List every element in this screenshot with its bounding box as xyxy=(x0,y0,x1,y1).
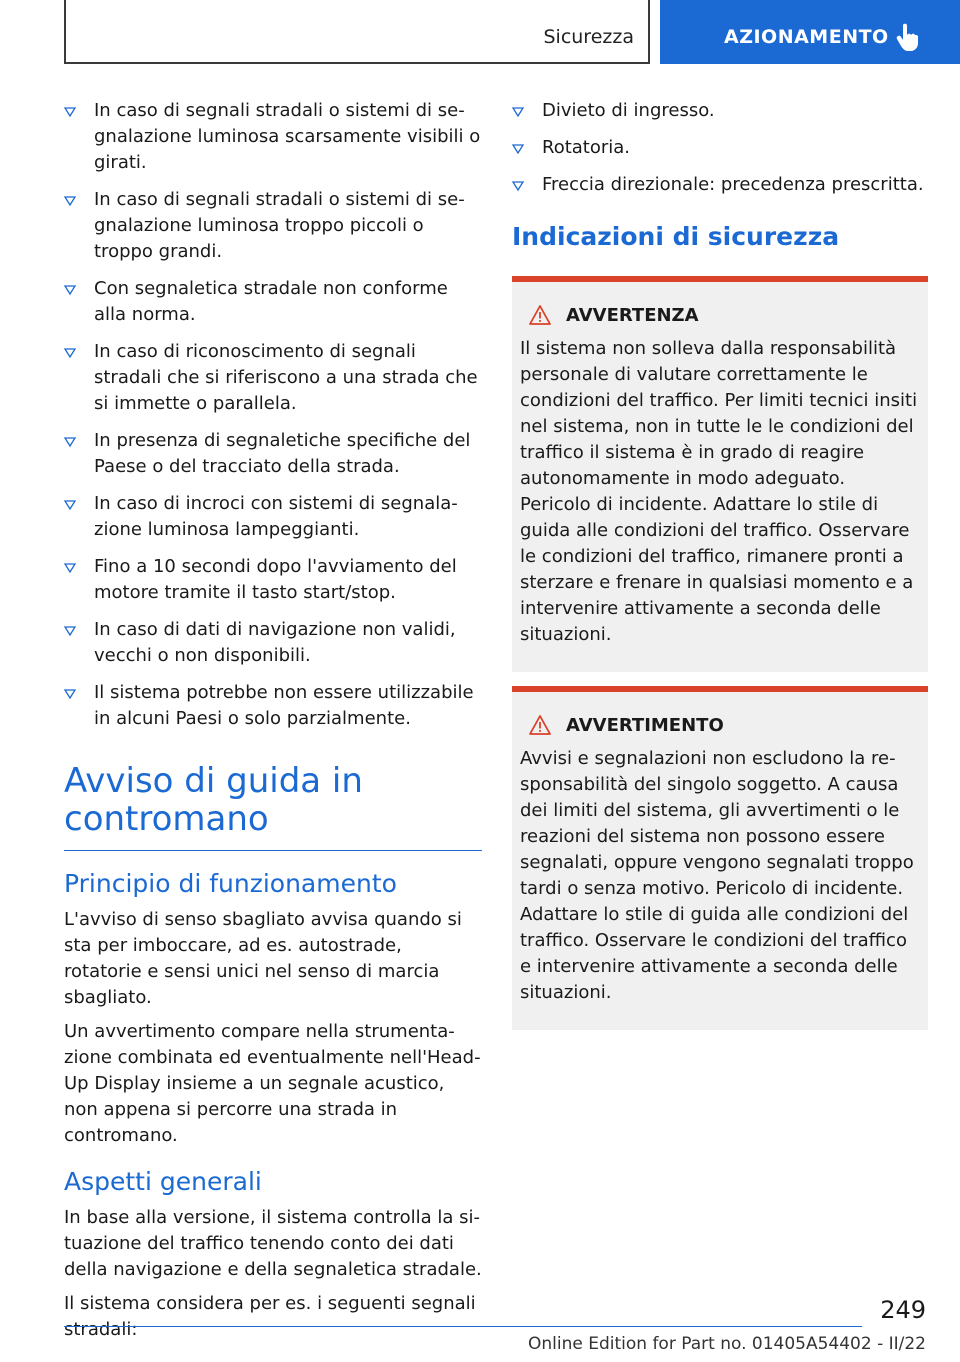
header-section-tab xyxy=(64,0,650,64)
warning-text: Il sistema non solleva dalla responsabilità personale di valutare correttamente le condizioni del traffico. Per limiti tecnici insiti nel sistema, non in tutte le le condizioni del traffico il sistema è in grado di reagire autonomamente in modo adeguato. Pericolo di incidente. Adattare lo stile di guida alle condizioni del traffico. Osservare le condizioni del traffico, rimanere pronti a sterzare e frenare in qualsiasi momento e a intervenire attivamente a seconda delle situazioni. xyxy=(520,338,918,645)
paragraph: In base alla versione, il sistema controlla la situazione del traffico tenendo conto dei dati della navigazione e della segnaletica stradale. xyxy=(64,1207,482,1280)
footer-divider xyxy=(64,1326,862,1327)
section-label: Sicurezza xyxy=(543,26,634,48)
list-item-text: Il sistema potrebbe non essere utilizzabile in alcuni Paesi o solo parzialmente. xyxy=(94,682,474,729)
list-item xyxy=(512,172,928,198)
paragraph: Il sistema considera per es. i seguenti segnali stradali: xyxy=(64,1293,476,1340)
list-item-text: In presenza di segnaletiche specifiche del Paese o del tracciato della strada. xyxy=(94,430,471,477)
left-column xyxy=(64,98,482,1343)
subheading-principle: Principio di funzionamento xyxy=(64,869,397,898)
warning-title xyxy=(520,714,918,736)
triangle-bullet-icon xyxy=(64,689,76,699)
list-item xyxy=(64,98,482,176)
list-item xyxy=(64,617,482,669)
paragraph: L'avviso di senso sbagliato avvisa quando si sta per imboccare, ad es. autostrade, rotatorie e sensi unici nel senso di marcia sbagliato. xyxy=(64,909,462,1008)
list-item xyxy=(64,428,482,480)
list-item-text: In caso di dati di navigazione non validi, vecchi o non disponibili. xyxy=(94,619,456,666)
warning-text: Avvisi e segnalazioni non escludono la responsabilità del singolo soggetto. A causa dei limiti del sistema, gli avvertimenti o le reazioni del sistema non possono essere segnalati, oppure vengono segnalati troppo tardi o senza motivo. Pericolo di incidente. Adattare lo stile di guida alle condizioni del traffico. Osservare le condizioni del traffico e intervenire attivamente a seconda delle situazioni. xyxy=(520,748,914,1003)
triangle-bullet-icon xyxy=(512,107,524,117)
list-item-text: Rotatoria. xyxy=(542,137,631,158)
list-item xyxy=(512,135,928,161)
warning-triangle-icon xyxy=(528,304,552,326)
list-item xyxy=(512,98,928,124)
list-item xyxy=(64,680,482,732)
list-item xyxy=(64,339,482,417)
warning-box-avvertimento xyxy=(512,686,928,1030)
triangle-bullet-icon xyxy=(64,107,76,117)
triangle-bullet-icon xyxy=(64,437,76,447)
warning-title-text: AVVERTIMENTO xyxy=(566,714,724,736)
warning-box-avvertenza xyxy=(512,276,928,672)
triangle-bullet-icon xyxy=(64,563,76,573)
limitations-list xyxy=(64,98,482,732)
triangle-bullet-icon xyxy=(64,348,76,358)
paragraph: Un avvertimento compare nella strumentazione combinata ed eventualmente nell'Head-Up Display insieme a un segnale acustico, non appena si percorre una strada in contromano. xyxy=(64,1021,481,1146)
list-item xyxy=(64,187,482,265)
edition-label: Online Edition for Part no. 01405A54402 - II/22 xyxy=(527,1334,926,1354)
list-item-text: Fino a 10 secondi dopo l'avviamento del motore tramite il tasto start/stop. xyxy=(94,556,457,603)
list-item-text: Divieto di ingresso. xyxy=(542,100,715,121)
triangle-bullet-icon xyxy=(512,144,524,154)
subheading-general: Aspetti generali xyxy=(64,1167,262,1196)
warning-title-text: AVVERTENZA xyxy=(566,304,699,326)
list-item-text: In caso di riconoscimento di segnali stradali che si riferiscono a una strada che si immette o parallela. xyxy=(94,341,478,414)
list-item-text: In caso di segnali stradali o sistemi di segnalazione luminosa scarsamente visibili o girati. xyxy=(94,100,481,173)
list-item xyxy=(64,554,482,606)
warning-triangle-icon xyxy=(528,714,552,736)
triangle-bullet-icon xyxy=(64,285,76,295)
list-item-text: Con segnaletica stradale non conforme alla norma. xyxy=(94,278,448,325)
triangle-bullet-icon xyxy=(64,626,76,636)
safety-heading: Indicazioni di sicurezza xyxy=(512,222,840,251)
list-item-text: In caso di segnali stradali o sistemi di segnalazione luminosa troppo piccoli o troppo grandi. xyxy=(94,189,465,262)
chapter-title: Avviso di guida in contromano xyxy=(64,761,363,839)
chapter-label: AZIONAMENTO xyxy=(724,26,889,48)
title-divider xyxy=(64,850,482,851)
triangle-bullet-icon xyxy=(512,181,524,191)
list-item-text: Freccia direzionale: precedenza prescritta. xyxy=(542,174,924,195)
list-item xyxy=(64,276,482,328)
right-column xyxy=(512,98,928,1030)
pointing-hand-icon xyxy=(896,22,922,52)
list-item xyxy=(64,491,482,543)
page-number: 249 xyxy=(880,1296,926,1324)
signs-list xyxy=(512,98,928,198)
list-item-text: In caso di incroci con sistemi di segnalazione luminosa lampeggianti. xyxy=(94,493,458,540)
triangle-bullet-icon xyxy=(64,500,76,510)
triangle-bullet-icon xyxy=(64,196,76,206)
warning-title xyxy=(520,304,918,326)
header-chapter-tab xyxy=(660,0,960,64)
